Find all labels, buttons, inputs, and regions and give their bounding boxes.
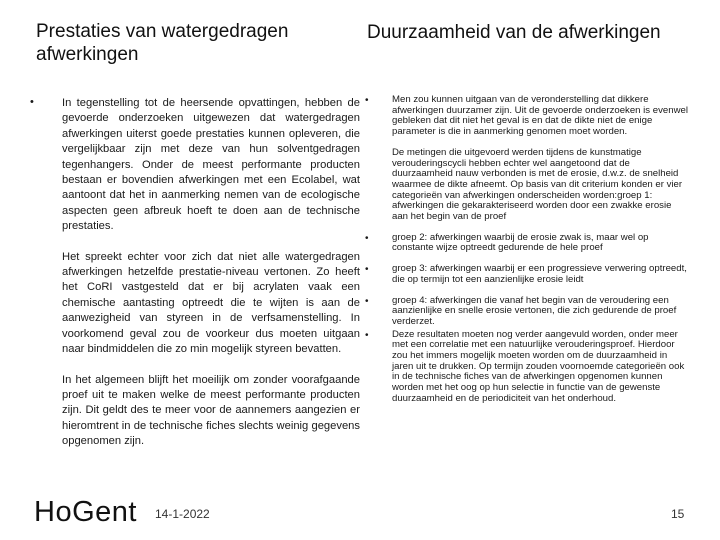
right-bullet-item: [365, 330, 690, 405]
right-bullet-item: [365, 233, 690, 254]
right-bullet-item: [365, 296, 690, 328]
right-paragraph: Deze resultaten moeten nog verder aangevuld worden, onder meer met een correlatie met een natuurlijke verouderingsproef. Hierdoor zou het immers mogelijk moeten worden om de duurzaamheid in jaren uit te drukken. Op termijn zouden voornoemde categorieën ook in de technische fiches van de afwerkingen opgenomen kunnen worden met het oog op hun selectie in functie van de gewenste duurzaamheid en de periodiciteit van het onderhoud.: [392, 328, 685, 404]
right-title: Duurzaamheid van de afwerkingen: [367, 22, 661, 43]
footer-date: 14-1-2022: [155, 507, 210, 521]
page-number: 15: [671, 507, 685, 521]
right-paragraph: groep 3: afwerkingen waarbij er een progressieve verwering optreedt, die op termijn tot een aanzienlijke erosie leidt: [392, 263, 687, 285]
bullet-marker: •: [365, 295, 369, 307]
left-title: Prestaties van watergedragen afwerkingen: [36, 21, 289, 65]
bullet-marker: •: [365, 95, 369, 106]
bullet-marker: •: [365, 329, 369, 341]
left-bullet-item: [30, 96, 360, 450]
left-paragraph: Het spreekt echter voor zich dat niet alle watergedragen afwerkingen hetzelfde prestatie-niveau vertonen. Zo heeft het CoRI vastgesteld dat er bij acrylaten vaak een chemische aantasting optreedt die te wijten is aan de aanwezigheid van styreen in de verfsamenstelling. In voorkomend geval zou de voorkeur dus moeten uitgaan naar bindmiddelen die zo min mogelijk styreen bevatten.: [62, 250, 360, 356]
bullet-marker: •: [365, 232, 369, 244]
bullet-marker: •: [30, 96, 34, 108]
right-column: [365, 95, 690, 413]
hogent-logo: HoGent: [34, 496, 137, 528]
right-paragraph: Men zou kunnen uitgaan van de veronderstelling dat dikkere afwerkingen duurzamer zijn. Uit de gevoerde onderzoeken is evenwel gebleken dat dit niet het geval is en dat de dikte niet de enige parameter is die in aanmerking genomen moet worden.: [392, 94, 688, 138]
left-paragraph: In tegenstelling tot de heersende opvattingen, hebben de gevoerde onderzoeken uitgewezen dat watergedragen afwerkingen uiterst goede prestaties kunnen opleveren, die vergelijkbaar zijn met deze van hun solventgedragen tegenhangers. Onder de meest performante producten bestaan er bovendien afwerkingen met een Ecolabel, wat aantoont dat het in aanmerking nemen van de ecologische aspecten geen afbreuk hoeft te doen aan de technische prestaties.: [62, 97, 360, 233]
right-bullet-item: [365, 95, 690, 223]
right-paragraph: De metingen die uitgevoerd werden tijdens de kunstmatige verouderingscycli hebben echter wel aangetoond dat de duurzaamheid nauw verbonden is met de erosie, d.w.z. de snelheid waarmee de dikte afneemt. Op basis van dit criterium konden er vier categorieën van afwerkingen onderscheiden worden:groep 1: afwerkingen die gekarakteriseerd worden door een zwakke erosie aan het begin van de proef: [392, 146, 683, 223]
right-bullet-item: [365, 264, 690, 285]
right-paragraph: groep 4: afwerkingen die vanaf het begin van de veroudering een aanzienlijke en snelle erosie vertonen, die zich gedurende de proef verderzet.: [392, 294, 677, 327]
right-paragraph: groep 2: afwerkingen waarbij de erosie zwak is, maar wel op constante wijze optreedt gedurende de hele proef: [392, 231, 649, 254]
bullet-marker: •: [365, 264, 369, 276]
left-paragraph: In het algemeen blijft het moeilijk om zonder voorafgaande proef uit te maken welke de meest performante producten zijn. Dit geldt des te meer voor de aannemers aangezien er hieromtrent in de technische fiches slechts weinig gegevens opgenomen zijn.: [62, 373, 360, 448]
left-column: [30, 96, 360, 465]
